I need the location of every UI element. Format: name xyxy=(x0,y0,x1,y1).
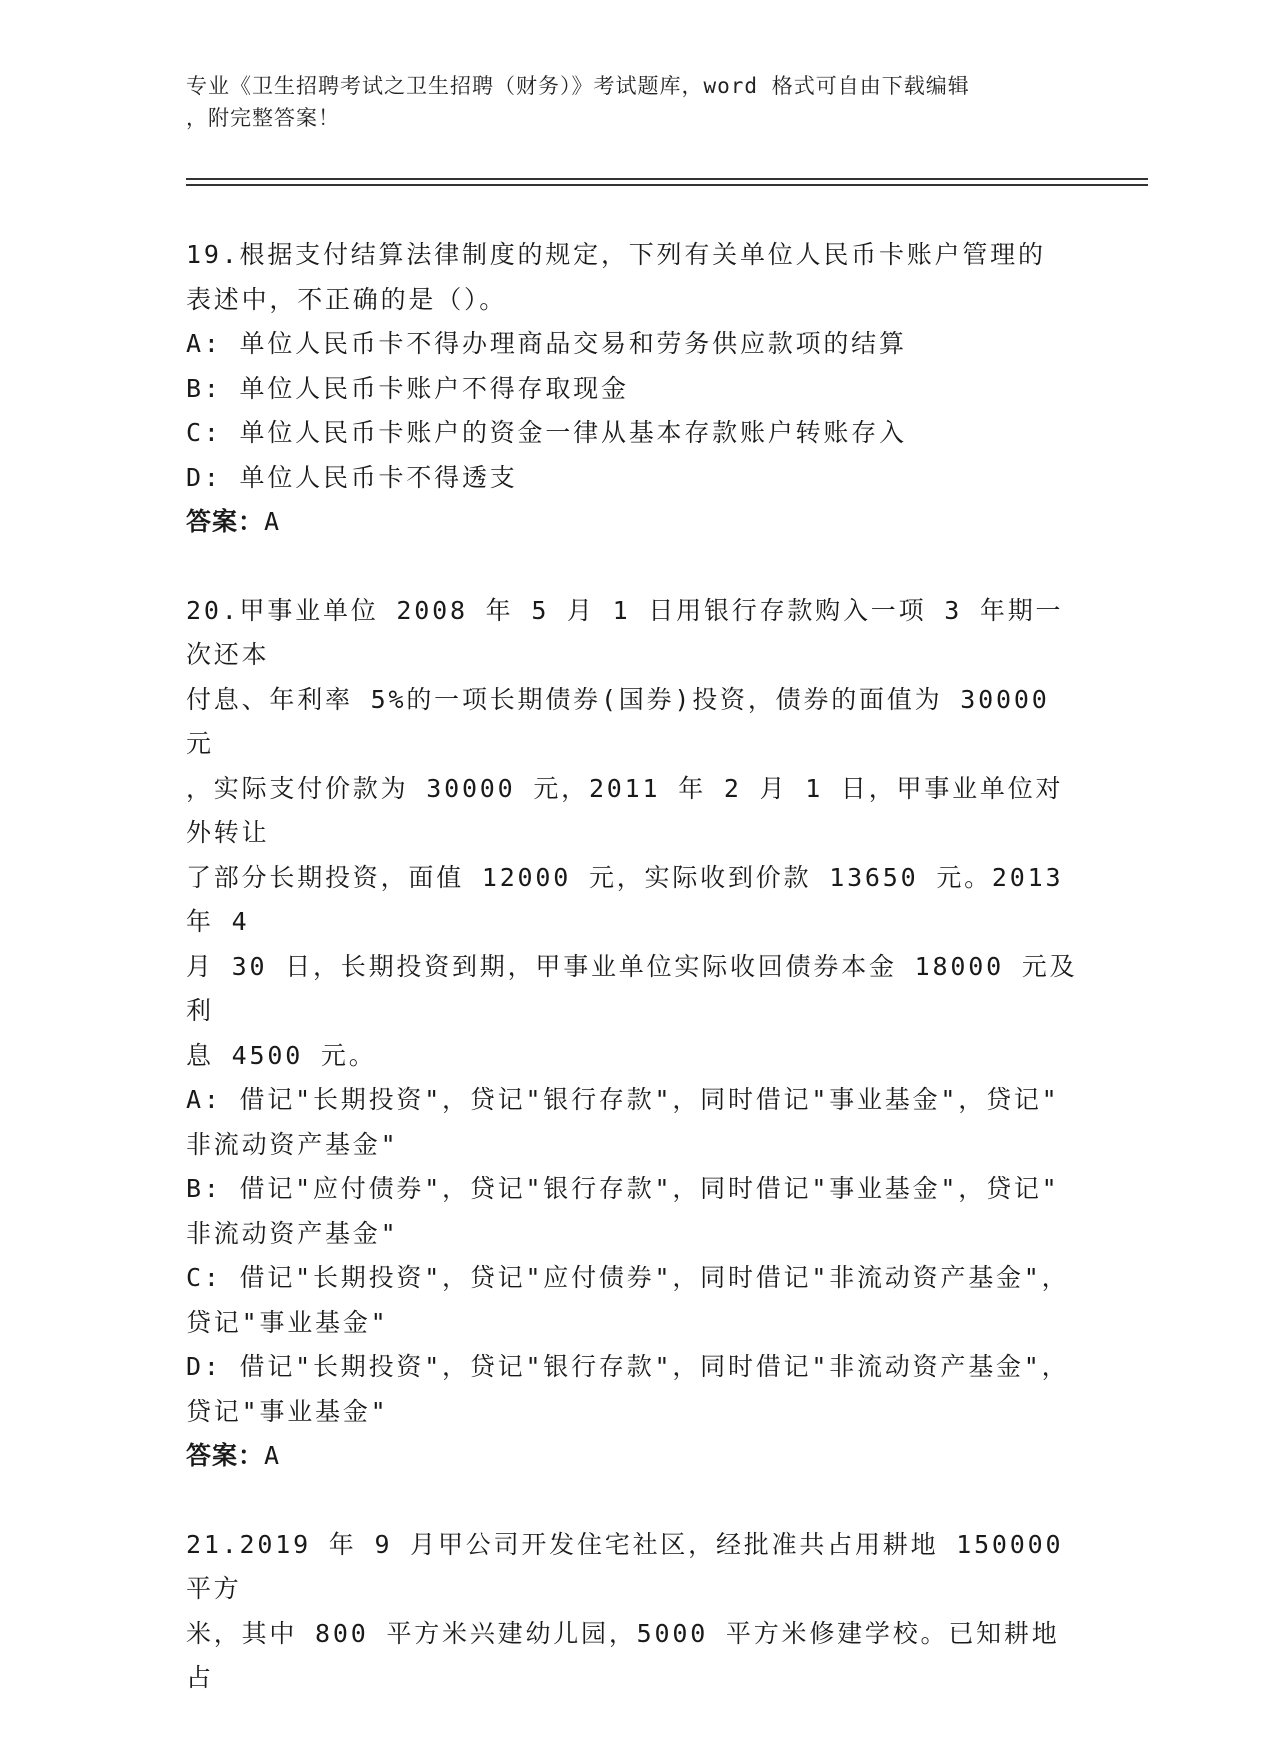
option-b-continued: 非流动资产基金" xyxy=(186,1218,399,1248)
option-c: C: 单位人民币卡账户的资金一律从基本存款账户转账存入 xyxy=(186,418,907,447)
question-stem-line: ，实际支付价款为 30000 元，2011 年 2 月 1 日，甲事业单位对外转让 xyxy=(186,773,1064,847)
answer-label: 答案： xyxy=(186,507,265,536)
option-d: D: 借记"长期投资"，贷记"银行存款"，同时借记"非流动资产基金"， xyxy=(186,1352,1070,1381)
option-a: A: 单位人民币卡不得办理商品交易和劳务供应款项的结算 xyxy=(186,329,907,358)
question-21 xyxy=(186,1523,1086,1701)
answer-value: A xyxy=(264,1441,281,1470)
answer-value: A xyxy=(264,507,281,536)
question-stem-line: 息 4500 元。 xyxy=(186,1040,377,1070)
header-divider-bottom xyxy=(186,184,1148,186)
question-stem-line: 月 30 日，长期投资到期，甲事业单位实际收回债券本金 18000 元及利 xyxy=(186,951,1078,1025)
option-b: B: 单位人民币卡账户不得存取现金 xyxy=(186,373,629,403)
option-c-continued: 贷记"事业基金" xyxy=(186,1307,389,1337)
question-stem-line: 20.甲事业单位 2008 年 5 月 1 日用银行存款购入一项 3 年期一次还本 xyxy=(186,595,1064,669)
answer xyxy=(186,1434,1086,1479)
question-stem-line: 21.2019 年 9 月甲公司开发住宅社区，经批准共占用耕地 150000 平方 xyxy=(186,1529,1082,1603)
option-a-continued: 非流动资产基金" xyxy=(186,1129,399,1159)
question-stem-line: 了部分长期投资，面值 12000 元，实际收到价款 13650 元。2013 年 4 xyxy=(186,862,1082,936)
answer-label: 答案： xyxy=(186,1441,265,1470)
question-19 xyxy=(186,233,1086,545)
question-list xyxy=(186,233,1086,1745)
header-line-2: ，附完整答案！ xyxy=(186,106,340,130)
question-stem-line: 付息、年利率 5%的一项长期债券(国券)投资，债券的面值为 30000 元 xyxy=(186,684,1068,758)
question-stem-line: 表述中，不正确的是（）。 xyxy=(186,284,508,314)
answer xyxy=(186,500,1086,545)
option-d-continued: 贷记"事业基金" xyxy=(186,1396,389,1426)
option-c: C: 借记"长期投资"，贷记"应付债券"，同时借记"非流动资产基金"， xyxy=(186,1263,1070,1292)
header-divider-top xyxy=(186,178,1148,180)
header-line-1: 专业《卫生招聘考试之卫生招聘（财务）》考试题库，word 格式可自由下载编辑 xyxy=(186,74,970,98)
option-b: B: 借记"应付债券"，贷记"银行存款"，同时借记"事业基金"，贷记" xyxy=(186,1174,1060,1203)
page-header xyxy=(186,70,1066,134)
option-a: A: 借记"长期投资"，贷记"银行存款"，同时借记"事业基金"，贷记" xyxy=(186,1085,1060,1114)
question-stem-line: 19.根据支付结算法律制度的规定，下列有关单位人民币卡账户管理的 xyxy=(186,240,1046,269)
option-d: D: 单位人民币卡不得透支 xyxy=(186,462,518,492)
question-20 xyxy=(186,589,1086,1479)
question-stem-line: 米，其中 800 平方米兴建幼儿园，5000 平方米修建学校。已知耕地占 xyxy=(186,1618,1060,1692)
